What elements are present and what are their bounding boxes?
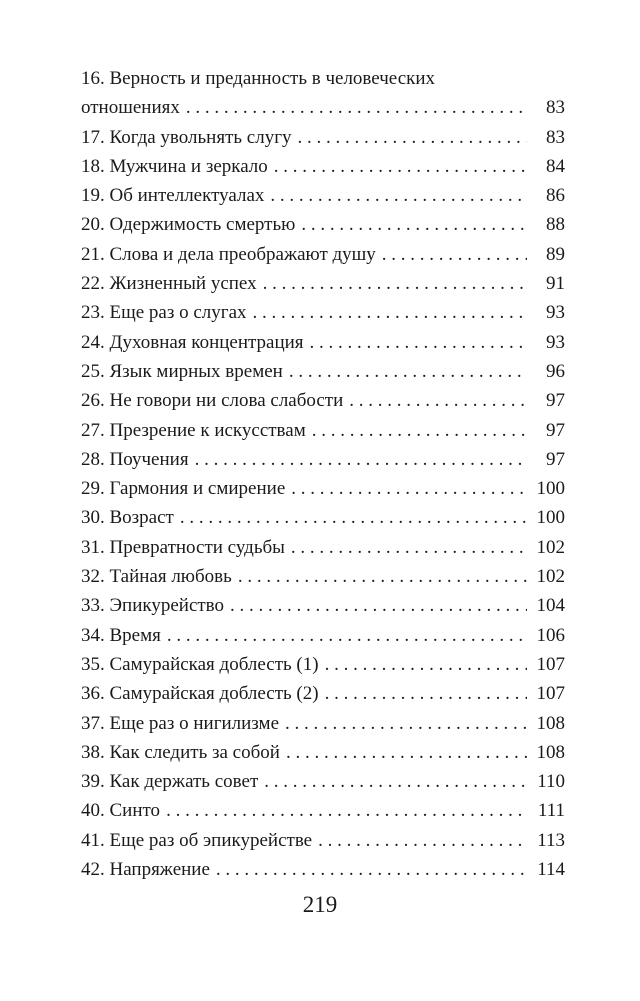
toc-entry-title: 27. Презрение к искусствам <box>81 419 306 441</box>
dot-leader <box>180 503 527 532</box>
toc-entry <box>81 240 565 269</box>
dot-leader <box>301 210 527 239</box>
toc-entry-page-number: 96 <box>546 360 565 382</box>
dot-leader <box>325 650 527 679</box>
toc-entry <box>81 386 565 415</box>
toc-entry-first-line <box>81 64 565 93</box>
dot-leader <box>253 298 528 327</box>
toc-entry <box>81 152 565 181</box>
toc-entry-page-number: 83 <box>546 126 565 148</box>
toc-entry-page-number: 108 <box>536 712 565 734</box>
toc-entry-page-number: 97 <box>546 419 565 441</box>
toc-entry-title: 33. Эпикурейство <box>81 595 225 617</box>
toc-entry <box>81 591 565 620</box>
table-of-contents <box>81 64 565 884</box>
toc-entry <box>81 328 565 357</box>
dot-leader <box>349 386 527 415</box>
toc-entry-page-number: 113 <box>537 829 565 851</box>
page-number: 219 <box>302 892 338 917</box>
toc-entry-title: 40. Синто <box>81 800 161 822</box>
dot-leader <box>310 328 527 357</box>
toc-entry <box>81 738 565 767</box>
toc-entry-title: 22. Жизненный успех <box>81 273 257 295</box>
toc-entry-page-number: 84 <box>546 155 565 177</box>
toc-entry <box>81 533 565 562</box>
toc-entry <box>81 796 565 825</box>
toc-entry-title: 20. Одержимость смертью <box>81 214 296 236</box>
toc-entry-page-number: 107 <box>536 653 565 675</box>
toc-entry-page-number: 97 <box>546 390 565 412</box>
toc-entry-title: 38. Как следить за собой <box>81 741 280 763</box>
toc-entry <box>81 181 565 210</box>
toc-entry-page-number: 110 <box>537 771 565 793</box>
toc-entry <box>81 474 565 503</box>
toc-entry-page-number: 107 <box>536 683 565 705</box>
toc-entry <box>81 357 565 386</box>
dot-leader <box>230 591 527 620</box>
toc-entry-title: 19. Об интеллектуалах <box>81 185 265 207</box>
toc-entry-title: 37. Еще раз о нигилизме <box>81 712 279 734</box>
toc-entry-page-number: 88 <box>546 214 565 236</box>
dot-leader <box>318 826 527 855</box>
dot-leader <box>195 445 527 474</box>
toc-entry-title: 23. Еще раз о слугах <box>81 302 247 324</box>
toc-entry-page-number: 83 <box>546 97 565 119</box>
dot-leader <box>382 240 527 269</box>
dot-leader <box>291 474 527 503</box>
toc-entry-title: 25. Язык мирных времен <box>81 360 283 382</box>
toc-entry <box>81 503 565 532</box>
dot-leader <box>270 181 527 210</box>
toc-entry-title: 30. Возраст <box>81 507 174 529</box>
toc-entry-title: 28. Поучения <box>81 448 189 470</box>
toc-entry-page-number: 108 <box>536 741 565 763</box>
toc-entry-title: 34. Время <box>81 624 161 646</box>
toc-entry-title: 42. Напряжение <box>81 859 210 881</box>
toc-entry-page-number: 102 <box>536 566 565 588</box>
toc-entry <box>81 767 565 796</box>
toc-entry-page-number: 91 <box>546 273 565 295</box>
dot-leader <box>167 621 527 650</box>
toc-entry-page-number: 114 <box>537 859 565 881</box>
toc-entry-page-number: 104 <box>536 595 565 617</box>
toc-entry-title: 35. Самурайская доблесть (1) <box>81 653 319 675</box>
dot-leader <box>285 709 527 738</box>
dot-leader <box>298 123 528 152</box>
toc-entry-title: 41. Еще раз об эпикурействе <box>81 829 313 851</box>
dot-leader <box>289 357 527 386</box>
toc-entry <box>81 93 565 122</box>
dot-leader <box>286 738 527 767</box>
toc-entry <box>81 445 565 474</box>
dot-leader <box>264 767 527 796</box>
toc-entry <box>81 416 565 445</box>
dot-leader <box>325 679 527 708</box>
toc-entry-page-number: 102 <box>536 536 565 558</box>
toc-entry-page-number: 111 <box>537 800 565 822</box>
toc-entry-title: отношениях <box>81 97 180 119</box>
dot-leader <box>263 269 527 298</box>
toc-entry <box>81 621 565 650</box>
toc-entry-title: 36. Самурайская доблесть (2) <box>81 683 319 705</box>
toc-entry <box>81 679 565 708</box>
toc-entry <box>81 562 565 591</box>
toc-entry <box>81 650 565 679</box>
dot-leader <box>186 93 527 122</box>
toc-entry-title: 17. Когда увольнять слугу <box>81 126 292 148</box>
toc-entry-page-number: 100 <box>536 507 565 529</box>
toc-entry-title: 39. Как держать совет <box>81 771 259 793</box>
toc-entry <box>81 210 565 239</box>
dot-leader <box>238 562 527 591</box>
dot-leader <box>312 416 527 445</box>
toc-entry-title: 21. Слова и дела преображают душу <box>81 243 376 265</box>
toc-entry <box>81 298 565 327</box>
toc-entry-title: 16. Верность и преданность в человеческих <box>81 68 436 89</box>
toc-entry <box>81 123 565 152</box>
toc-entry-page-number: 93 <box>546 331 565 353</box>
dot-leader <box>166 796 527 825</box>
dot-leader <box>274 152 527 181</box>
toc-entry <box>81 855 565 884</box>
toc-entry-page-number: 106 <box>536 624 565 646</box>
toc-entry <box>81 269 565 298</box>
toc-entry-title: 31. Превратности судьбы <box>81 536 285 558</box>
dot-leader <box>291 533 527 562</box>
toc-entry-title: 18. Мужчина и зеркало <box>81 155 268 177</box>
toc-entry-page-number: 89 <box>546 243 565 265</box>
toc-entry-page-number: 86 <box>546 185 565 207</box>
toc-entry-title: 32. Тайная любовь <box>81 566 232 588</box>
toc-entry-title: 24. Духовная концентрация <box>81 331 304 353</box>
toc-entry <box>81 709 565 738</box>
toc-entry-page-number: 100 <box>536 478 565 500</box>
toc-entry-page-number: 97 <box>546 448 565 470</box>
dot-leader <box>216 855 527 884</box>
toc-entry-title: 29. Гармония и смирение <box>81 478 286 500</box>
toc-entry-title: 26. Не говори ни слова слабости <box>81 390 344 412</box>
toc-entry <box>81 826 565 855</box>
toc-entry-page-number: 93 <box>546 302 565 324</box>
